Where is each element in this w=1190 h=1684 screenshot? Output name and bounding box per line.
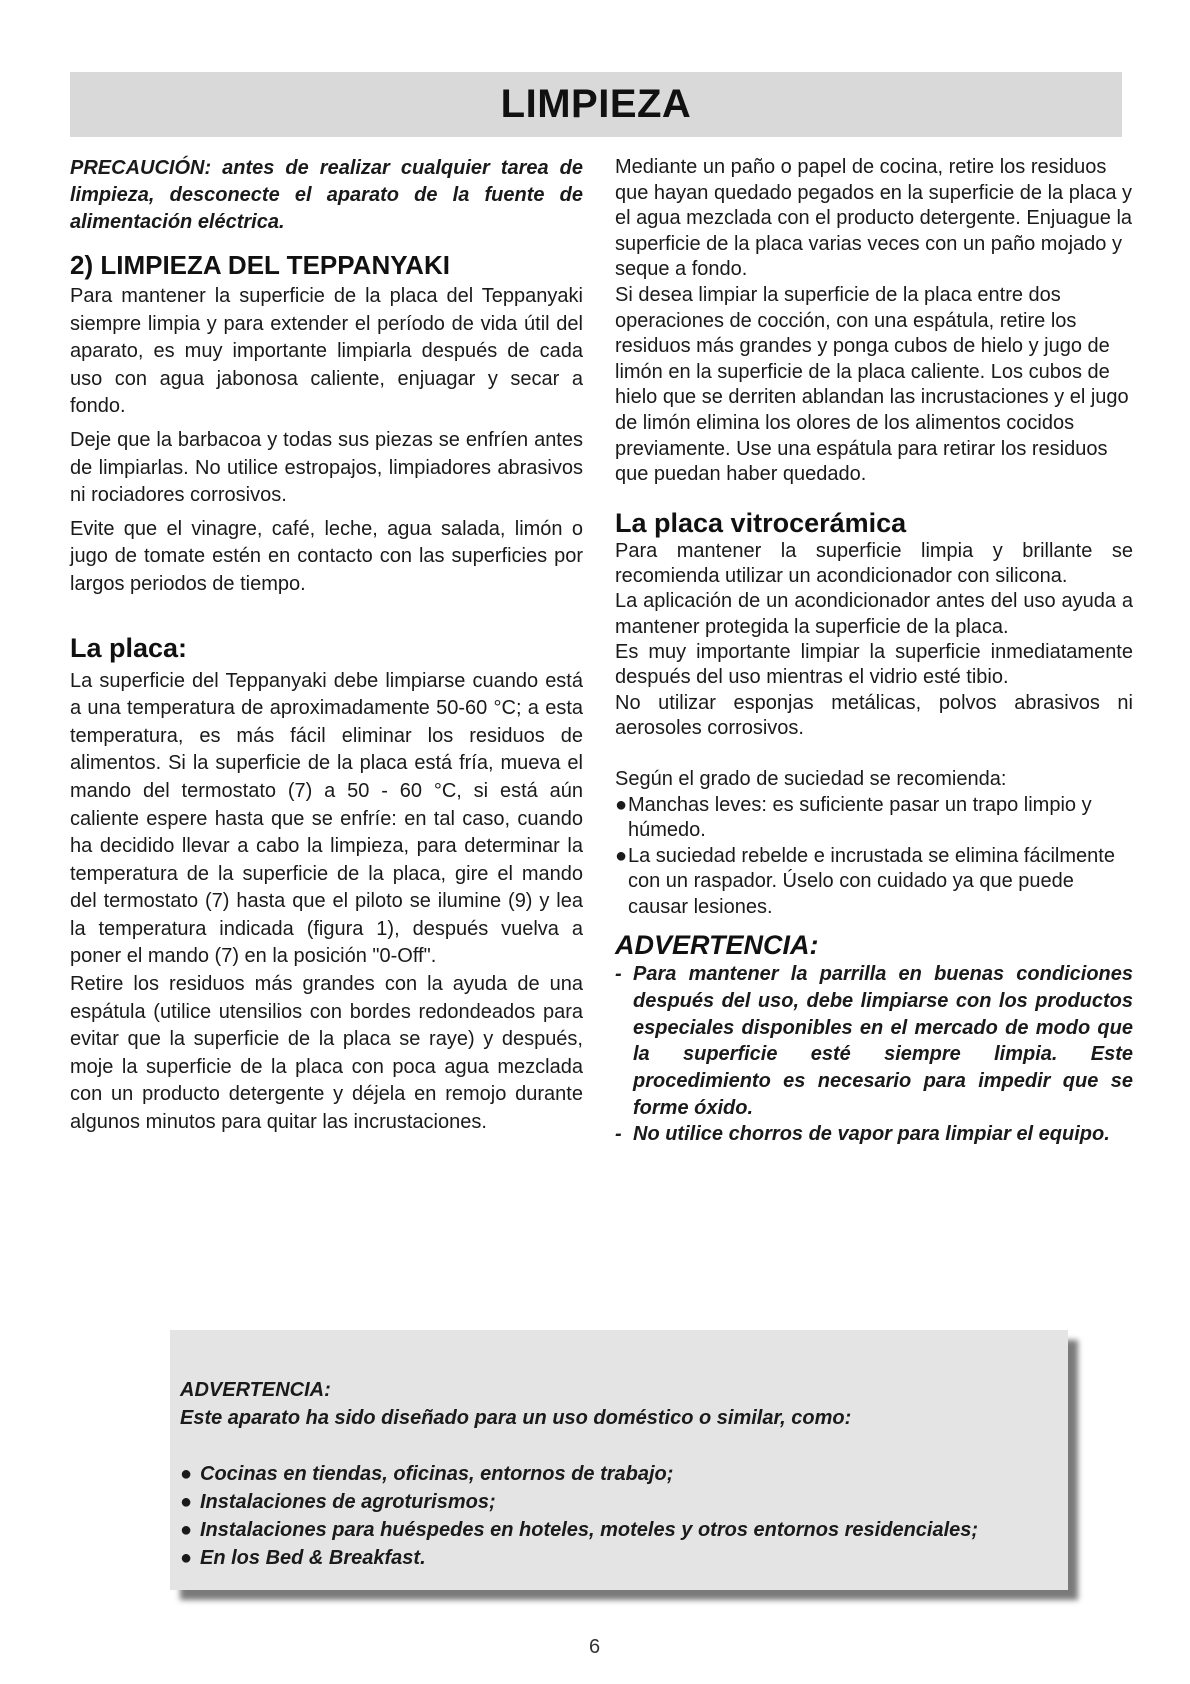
list-item-text: Cocinas en tiendas, oficinas, entornos de trabajo; (200, 1463, 674, 1485)
paragraph: La aplicación de un acondicionador antes del uso ayuda a mantener protegida la superficie de la placa. (615, 590, 1133, 638)
paragraph: La superficie del Teppanyaki debe limpiarse cuando está a una temperatura de aproximadamente 50-60 °C; a esta temperatura, es más fácil eliminar los residuos de alimentos. Si la superficie de la placa está fría, mueva el mando del termostato (7) a 50 - 60 °C, si está aún caliente espere hasta que se enfríe: en tal caso, cuando ha decidido llevar a cabo la limpieza, para determinar la temperatura de la superficie de la placa, gire el mando del termostato (7) hasta que el piloto se ilumine (9) y lea la temperatura indicada (figura 1), después vuelva a poner el mando (7) en la posición "0-Off". (70, 669, 583, 968)
left-column (70, 155, 583, 1137)
paragraph: Retire los residuos más grandes con la ayuda de una espátula (utilice utensilios con bordes redondeados para evitar que la superficie de la placa se raye) y después, moje la superficie de la placa con poca agua mezclada con un producto detergente y déjela en remojo durante algunos minutos para quitar las incrustaciones. (70, 973, 583, 1134)
box-title: ADVERTENCIA: (180, 1379, 331, 1401)
list-item-text: Manchas leves: es suficiente pasar un trapo limpio y húmedo. (628, 793, 1092, 842)
page-number: 6 (589, 1636, 601, 1658)
list-item (615, 793, 1133, 844)
title-bar (70, 72, 1122, 137)
dirt-intro: Según el grado de suciedad se recomienda: (615, 768, 1007, 791)
warning-title: ADVERTENCIA: (615, 930, 819, 961)
bullet-icon: ● (180, 1491, 193, 1513)
paragraph: Mediante un paño o papel de cocina, retire los residuos que hayan quedado pegados en la superficie de la placa y el agua mezclada con el producto detergente. Enjuague la superficie de la placa varias veces con un paño mojado y seque a fondo. (615, 156, 1133, 281)
paragraph: Deje que la barbacoa y todas sus piezas se enfríen antes de limpiarlas. No utilice estropajos, limpiadores abrasivos ni rociadores corrosivos. (70, 428, 583, 507)
warning-item-text: Para mantener la parrilla en buenas condiciones después del uso, debe limpiarse con los productos especiales disponibles en el mercado de modo que la superficie esté siempre limpia. Este procedimiento es necesario para impedir que se forme óxido. (633, 963, 1133, 1119)
subsection-title-vitroceramica: La placa vitrocerámica (615, 507, 907, 538)
paragraph: Si desea limpiar la superficie de la placa entre dos operaciones de cocción, con una espátula, retire los residuos más grandes y ponga cubos de hielo y jugo de limón en la superficie de la placa caliente. Los cubos de hielo que se derriten ablandan las incrustaciones y el jugo de limón elimina los olores de los alimentos cocidos previamente. Use una espátula para retirar los residuos que puedan haber quedado. (615, 283, 1129, 486)
bullet-icon: ● (180, 1519, 193, 1541)
list-item (615, 844, 1133, 921)
bullet-icon: ● (615, 844, 628, 867)
warning-item-text: No utilice chorros de vapor para limpiar el equipo. (633, 1123, 1110, 1146)
list-item-text: Instalaciones para huéspedes en hoteles, moteles y otros entornos residenciales; (200, 1519, 979, 1541)
paragraph: Para mantener la superficie limpia y brillante se recomienda utilizar un acondicionador con silicona. (615, 539, 1133, 588)
warning-item: - Para mantener la parrilla en buenas condiciones después del uso, debe limpiarse con los productos especiales disponibles en el mercado de modo que la superficie esté siempre limpia. Este procedimiento es necesario para impedir que se forme óxido. (615, 961, 1133, 1121)
section-title-teppanyaki: 2) LIMPIEZA DEL TEPPANYAKI (70, 250, 450, 280)
box-intro: Este aparato ha sido diseñado para un uso doméstico o similar, como: (180, 1407, 852, 1429)
warning-box (170, 1330, 1068, 1590)
list-item-text: La suciedad rebelde e incrustada se elimina fácilmente con un raspador. Úselo con cuidado ya que puede causar lesiones. (628, 844, 1115, 918)
subsection-title-placa: La placa: (70, 632, 188, 663)
bullet-icon: ● (180, 1463, 193, 1485)
list-item (180, 1488, 1060, 1516)
paragraph: Para mantener la superficie de la placa del Teppanyaki siempre limpia y para extender el período de vida útil del aparato, es muy importante limpiarla después de cada uso con agua jabonosa caliente, enjuagar y secar a fondo. (70, 285, 583, 418)
paragraph: Evite que el vinagre, café, leche, agua salada, limón o jugo de tomate estén en contacto con las superficies por largos periodos de tiempo. (70, 517, 583, 595)
caution-note: PRECAUCIÓN: antes de realizar cualquier tarea de limpieza, desconecte el aparato de la fuente de alimentación eléctrica. (70, 157, 583, 233)
right-column (615, 155, 1133, 1148)
warning-item: - No utilice chorros de vapor para limpiar el equipo. (615, 1121, 1133, 1148)
list-item-text: Instalaciones de agroturismos; (200, 1491, 496, 1513)
bullet-icon: ● (180, 1547, 193, 1569)
list-item (180, 1460, 1060, 1488)
list-item (180, 1516, 1060, 1544)
list-item-text: En los Bed & Breakfast. (200, 1547, 426, 1569)
bullet-icon: ● (615, 793, 628, 816)
page-title: LIMPIEZA (500, 82, 692, 126)
paragraph: Es muy importante limpiar la superficie inmediatamente después del uso mientras el vidrio esté tibio. (615, 640, 1133, 689)
list-item (180, 1544, 1060, 1572)
paragraph: No utilizar esponjas metálicas, polvos abrasivos ni aerosoles corrosivos. (615, 691, 1133, 739)
